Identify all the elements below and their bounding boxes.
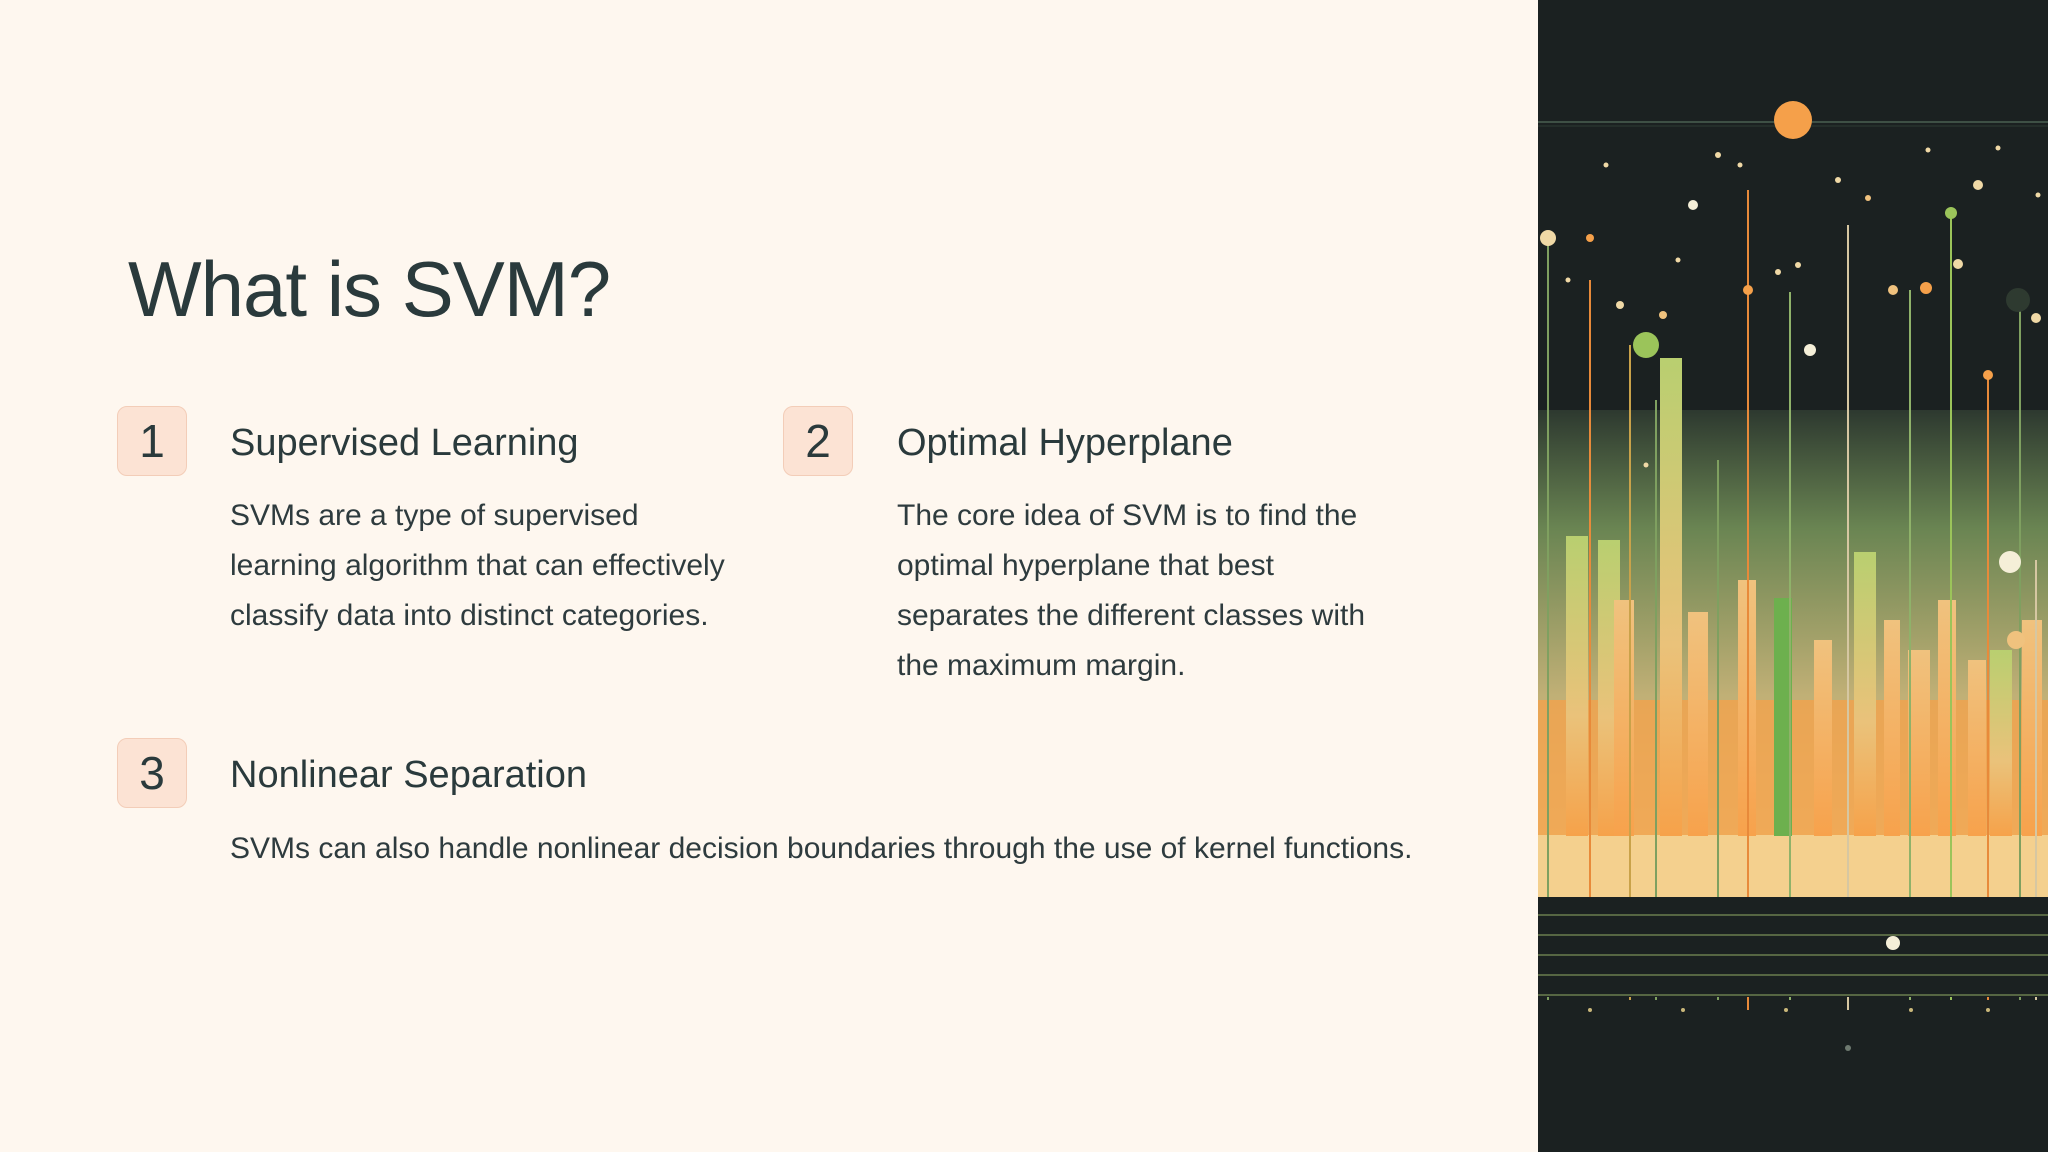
item-body: SVMs can also handle nonlinear decision boundaries through the use of kernel functions. bbox=[230, 832, 1413, 865]
number-badge: 3 bbox=[117, 738, 187, 808]
item-body: The core idea of SVM is to find the optimal hyperplane that best separates the different classes with the maximum margin. bbox=[897, 499, 1366, 682]
item-heading: Supervised Learning bbox=[230, 422, 579, 464]
chart-illustration-image bbox=[1538, 0, 2048, 1152]
abstract-data-visualization bbox=[1538, 0, 2048, 1152]
item-heading: Optimal Hyperplane bbox=[897, 422, 1233, 464]
number-badge: 2 bbox=[783, 406, 853, 476]
number-badge: 1 bbox=[117, 406, 187, 476]
item-heading: Nonlinear Separation bbox=[230, 754, 588, 796]
slide-title: What is SVM? bbox=[128, 245, 611, 333]
item-body: SVMs are a type of supervised learning algorithm that can effectively classify data into distinct categories. bbox=[230, 499, 725, 632]
